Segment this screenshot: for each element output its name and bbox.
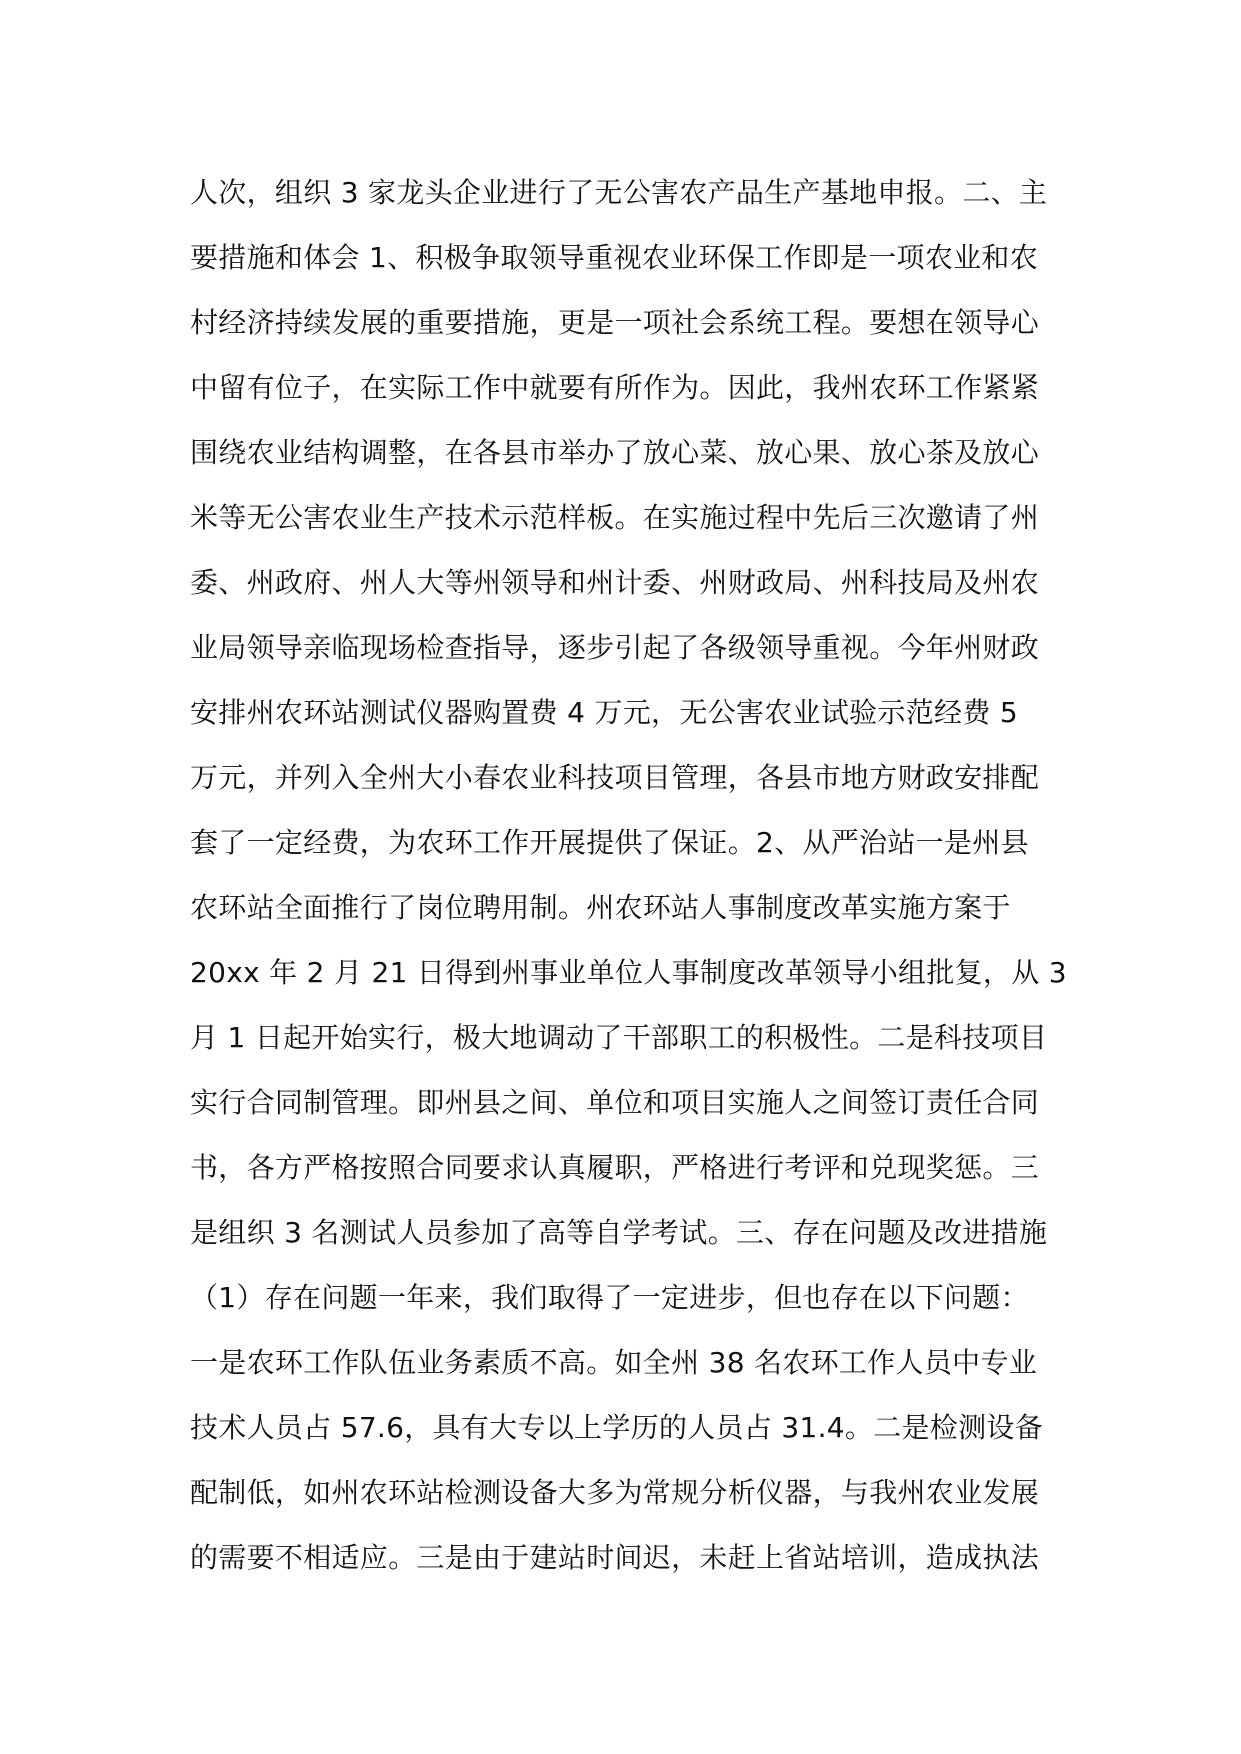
text-line-11: 套了一定经费，为农环工作开展提供了保证。2、从严治站一是州县 — [190, 826, 1029, 859]
text-line-20: 技术人员占 57.6，具有大专以上学历的人员占 31.4。二是检测设备 — [190, 1411, 1043, 1444]
text-line-9: 安排州农环站测试仪器购置费 4 万元，无公害农业试验示范经费 5 — [190, 696, 1018, 729]
text-line-19: 一是农环工作队伍业务素质不高。如全州 38 名农环工作人员中专业 — [190, 1346, 1038, 1379]
text-line-7: 委、州政府、州人大等州领导和州计委、州财政局、州科技局及州农 — [190, 566, 1040, 599]
body-text — [190, 160, 1067, 1590]
text-line-3: 村经济持续发展的重要措施，更是一项社会系统工程。要想在领导心 — [190, 306, 1040, 339]
text-line-1: 人次，组织 3 家龙头企业进行了无公害农产品生产基地申报。二、主 — [190, 176, 1048, 209]
text-line-17: 是组织 3 名测试人员参加了高等自学考试。三、存在问题及改进措施 — [190, 1216, 1048, 1249]
text-line-15: 实行合同制管理。即州县之间、单位和项目实施人之间签订责任合同 — [190, 1086, 1040, 1119]
text-line-5: 围绕农业结构调整，在各县市举办了放心菜、放心果、放心茶及放心 — [190, 436, 1040, 469]
text-line-18: （1）存在问题一年来，我们取得了一定进步，但也存在以下问题： — [190, 1281, 1029, 1314]
text-line-4: 中留有位子，在实际工作中就要有所作为。因此，我州农环工作紧紧 — [190, 371, 1040, 404]
text-line-13: 20xx 年 2 月 21 日得到州事业单位人事制度改革领导小组批复，从 3 — [190, 956, 1067, 989]
text-line-22: 的需要不相适应。三是由于建站时间迟，未赶上省站培训，造成执法 — [190, 1541, 1040, 1574]
text-line-14: 月 1 日起开始实行，极大地调动了干部职工的积极性。二是科技项目 — [190, 1021, 1048, 1054]
text-line-10: 万元，并列入全州大小春农业科技项目管理，各县市地方财政安排配 — [190, 761, 1040, 794]
text-line-16: 书，各方严格按照合同要求认真履职，严格进行考评和兑现奖惩。三 — [190, 1151, 1040, 1184]
text-line-21: 配制低，如州农环站检测设备大多为常规分析仪器，与我州农业发展 — [190, 1476, 1040, 1509]
text-line-12: 农环站全面推行了岗位聘用制。州农环站人事制度改革实施方案于 — [190, 891, 1011, 924]
text-line-8: 业局领导亲临现场检查指导，逐步引起了各级领导重视。今年州财政 — [190, 631, 1040, 664]
text-line-2: 要措施和体会 1、积极争取领导重视农业环保工作即是一项农业和农 — [190, 241, 1039, 274]
text-line-6: 米等无公害农业生产技术示范样板。在实施过程中先后三次邀请了州 — [190, 501, 1040, 534]
